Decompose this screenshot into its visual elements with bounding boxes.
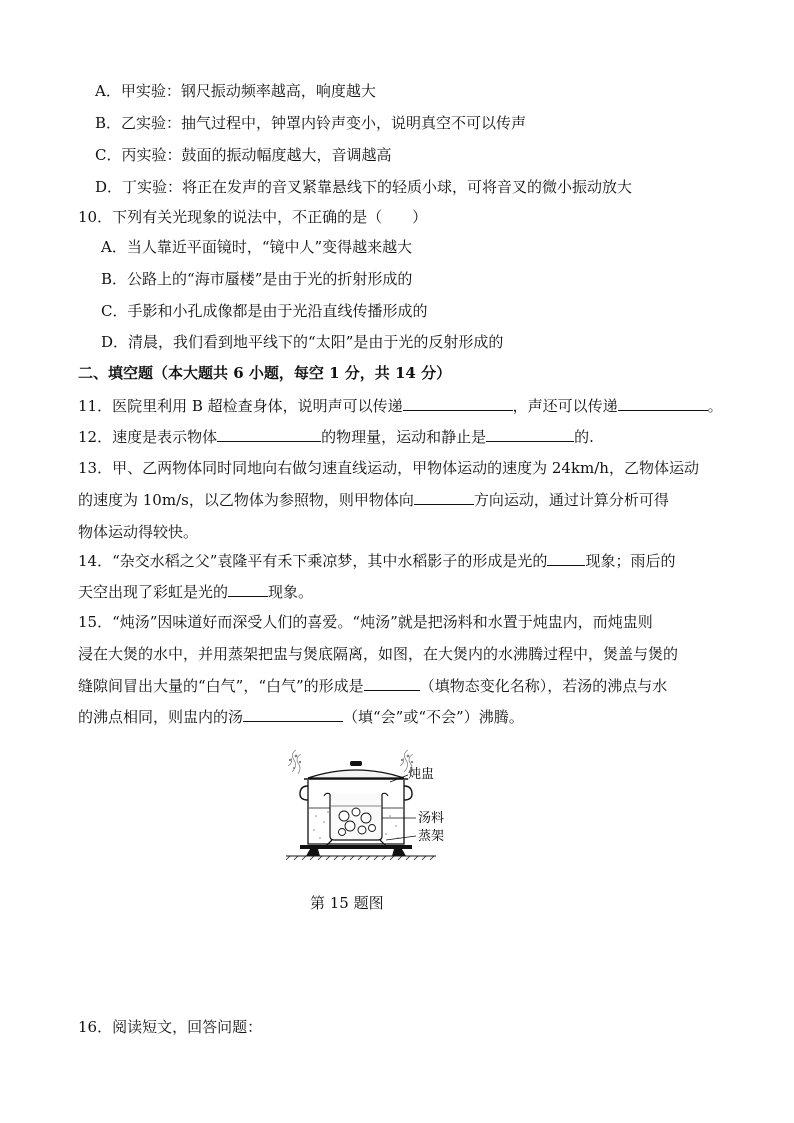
label-dunzhong: 炖盅 [408,767,435,782]
q14-blank-1[interactable] [547,550,585,566]
q15-line-4 [78,706,524,727]
q14-text-b: 现象；雨后的 [585,552,676,570]
q13-line-2 [78,489,669,510]
q15-line-3 [78,675,667,696]
q11-text-c: 。 [707,397,723,415]
q11 [78,395,723,416]
q14-line-1 [78,550,675,571]
q9-option-c: C．丙实验：鼓面的振动幅度越大，音调越高 [95,146,392,164]
label-zhengjia: 蒸架 [418,829,445,844]
q10-option-d: D．清晨，我们看到地平线下的“太阳”是由于光的反射形成的 [101,333,504,351]
q12 [78,426,594,447]
q9-option-a: A．甲实验：钢尺振动频率越高，响度越大 [95,82,376,100]
q10-option-b: B．公路上的“海市蜃楼”是由于光的折射形成的 [101,270,413,288]
q12-text-c: 的. [574,428,594,446]
q13-blank-1[interactable] [414,489,474,505]
q14-text-c: 天空出现了彩虹是光的 [78,583,229,601]
q15-text-d: （填“会”或“不会”）沸腾。 [343,708,524,726]
q12-text-a: 12．速度是表示物体 [78,428,218,446]
q13-text-b: 方向运动，通过计算分析可得 [473,491,669,509]
q11-text-a: 11．医院里利用 B 超检查身体，说明声可以传递 [78,397,403,415]
q11-text-b: ，声还可以传递 [512,397,618,415]
q13-line-3 [78,521,198,542]
q15-line-1: 15．“炖汤”因味道好而深受人们的喜爱。“炖汤”就是把汤料和水置于炖盅内，而炖盅则 [78,613,653,631]
q15-text-a: 缝隙间冒出大量的“白气”，“白气”的形成是 [78,677,364,695]
q11-blank-1[interactable] [403,395,513,411]
q13-text-c: 物体运动得较快。 [78,523,199,541]
q14-text-d: 现象。 [268,583,314,601]
pot-lid-icon [304,761,408,779]
q12-blank-2[interactable] [486,426,574,442]
q15-blank-1[interactable] [364,675,420,691]
q15-text-c: 的沸点相同，则盅内的汤 [78,708,244,726]
inner-stew-pot-icon [324,793,388,840]
q9-option-d: D．丁实验：将正在发声的音叉紧靠悬线下的轻质小球，可将音叉的微小振动放大 [95,178,633,196]
q14-line-2 [78,581,313,602]
q12-text-b: 的物理量，运动和静止是 [321,428,487,446]
leader-lines [382,775,416,840]
q16-stem: 16．阅读短文，回答问题： [78,1018,263,1036]
q15-line-2: 浸在大煲的水中，并用蒸架把盅与煲底隔离，如图，在大煲内的水沸腾过程中，煲盖与煲的 [78,645,679,663]
q9-option-b: B．乙实验：抽气过程中，钟罩内铃声变小，说明真空不可以传声 [95,114,527,132]
label-tangliao: 汤料 [418,811,445,826]
q10-stem: 10．下列有关光现象的说法中，不正确的是（ ） [78,208,428,226]
q10-option-c: C．手影和小孔成像都是由于光沿直线传播形成的 [101,302,428,320]
q12-blank-1[interactable] [217,426,321,442]
q14-blank-2[interactable] [228,581,268,597]
stove-icon [286,845,436,860]
steam-left-icon [288,750,301,774]
q15-text-b: （填物态变化名称），若汤的沸点与水 [419,677,668,695]
q14-text-a: 14．“杂交水稻之父”袁隆平有禾下乘凉梦，其中水稻影子的形成是光的 [78,552,548,570]
q13-line-1: 13．甲、乙两物体同时同地向右做匀速直线运动，甲物体运动的速度为 24km/h，乙物体运动 [78,459,699,477]
section-title-fill-in: 二、填空题（本大题共 6 小题，每空 1 分，共 14 分） [78,364,452,382]
q11-blank-2[interactable] [618,395,708,411]
stew-pot-figure [286,748,466,860]
q13-text-a: 的速度为 10m/s，以乙物体为参照物，则甲物体向 [78,491,414,509]
q10-option-a: A．当人靠近平面镜时，“镜中人”变得越来越大 [101,238,413,256]
q15-blank-2[interactable] [243,706,343,722]
figure-caption: 第 15 题图 [310,894,384,912]
